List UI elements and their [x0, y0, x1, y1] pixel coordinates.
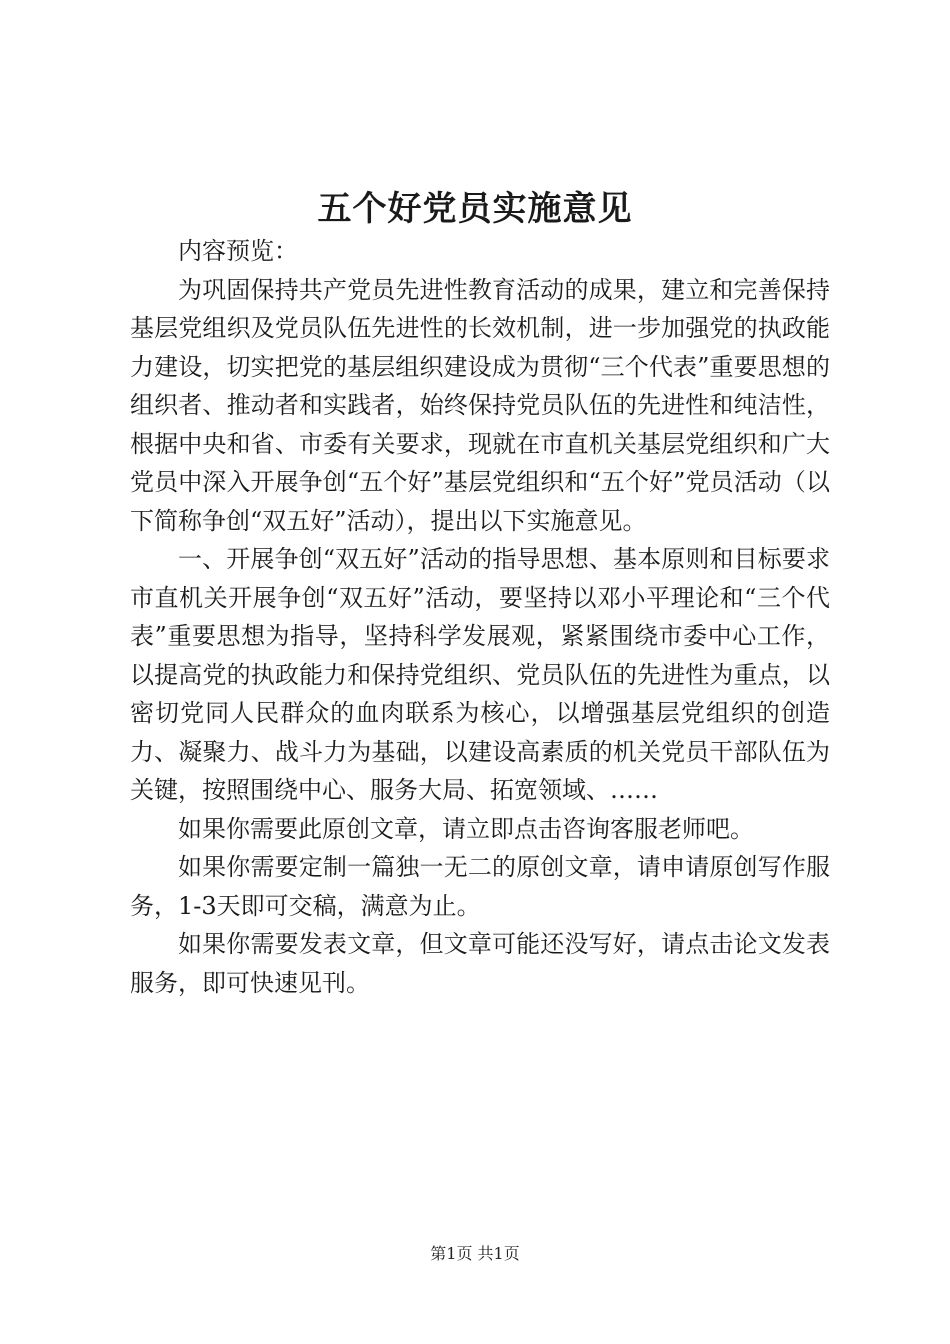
document-title: 五个好党员实施意见 — [317, 189, 633, 229]
paragraph-custom-writing-link[interactable]: 如果你需要定制一篇独一无二的原创文章，请申请原创写作服务，1-3天即可交稿，满意为止。 — [130, 853, 830, 920]
preview-label: 内容预览： — [178, 237, 298, 265]
paragraph-section-one: 一、开展争创“双五好”活动的指导思想、基本原则和目标要求市直机关开展争创“双五好”活动，要坚持以邓小平理论和“三个代表”重要思想为指导，坚持科学发展观，紧紧围绕市委中心工作，以提高党的执政能力和保持党组织、党员队伍的先进性为重点，以密切党同人民群众的血肉联系为核心，以增强基层党组织的创造力、凝聚力、战斗力为基础，以建设高素质的机关党员干部队伍为关键，按照围绕中心、服务大局、拓宽领域、…… — [130, 545, 830, 804]
paragraph-intro: 为巩固保持共产党员先进性教育活动的成果，建立和完善保持基层党组织及党员队伍先进性的长效机制，进一步加强党的执政能力建设，切实把党的基层组织建设成为贯彻“三个代表”重要思想的组织者、推动者和实践者，始终保持党员队伍的先进性和纯洁性，根据中央和省、市委有关要求，现就在市直机关基层党组织和广大党员中深入开展争创“五个好”基层党组织和“五个好”党员活动（以下简称争创“双五好”活动），提出以下实施意见。 — [130, 275, 830, 535]
page-footer: 第1页 共1页 — [430, 1244, 520, 1263]
paragraph-consult-link[interactable]: 如果你需要此原创文章，请立即点击咨询客服老师吧。 — [178, 814, 754, 843]
document-body — [130, 232, 830, 1002]
paragraph-publish-link[interactable]: 如果你需要发表文章，但文章可能还没写好，请点击论文发表服务，即可快速见刊。 — [130, 930, 830, 997]
